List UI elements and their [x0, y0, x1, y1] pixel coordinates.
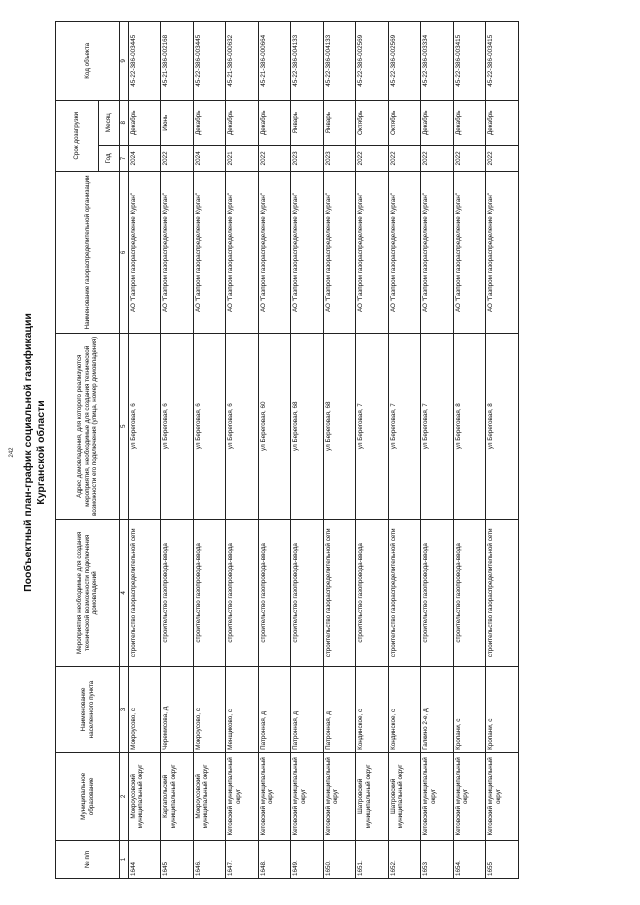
- cell-locality: Патронная, д: [323, 667, 356, 753]
- cell-address: ул Береговая, 7: [421, 333, 454, 519]
- cell-row-number: 1648.: [258, 840, 291, 878]
- cell-object-code: 45-22-386-004133: [323, 22, 356, 101]
- document-title-line-1: Пообъектный план-график социальной газификации: [22, 313, 34, 592]
- cell-locality: Черемисова, д: [161, 667, 194, 753]
- cell-row-number: 1644: [128, 840, 161, 878]
- cell-organization: АО "Газпром газораспределение Курган": [128, 172, 161, 334]
- column-number-row: [120, 22, 129, 879]
- cell-year: 2022: [486, 145, 519, 171]
- cell-locality: Менщиково, с: [226, 667, 259, 753]
- header-deadline: Срок дозагрузки: [56, 100, 99, 171]
- cell-address: ул Береговая, 6: [128, 333, 161, 519]
- header-locality: Наименование населенного пункта: [56, 667, 120, 753]
- cell-locality: Кропани, с: [486, 667, 519, 753]
- cell-object-code: 45-22-386-003334: [421, 22, 454, 101]
- cell-municipality: Кетовский муниципальный округ: [258, 752, 291, 840]
- cell-row-number: 1655: [486, 840, 519, 878]
- cell-year: 2024: [128, 145, 161, 171]
- table-body: [120, 22, 519, 879]
- table-row: [388, 22, 421, 879]
- cell-object-code: 45-21-386-002168: [161, 22, 194, 101]
- cell-organization: АО "Газпром газораспределение Курган": [486, 172, 519, 334]
- cell-month: Декабрь: [193, 100, 226, 145]
- table-row: [323, 22, 356, 879]
- cell-activity: строительство газораспределительной сети: [128, 519, 161, 667]
- cell-year: 2024: [193, 145, 226, 171]
- header-year: Год: [99, 145, 120, 171]
- cell-month: Июнь: [161, 100, 194, 145]
- cell-locality: Кропани, с: [453, 667, 486, 753]
- table-row: [161, 22, 194, 879]
- cell-municipality: Кетовский муниципальный округ: [323, 752, 356, 840]
- table-row: [226, 22, 259, 879]
- cell-year: 2021: [226, 145, 259, 171]
- column-number: 3: [120, 667, 129, 753]
- cell-year: 2022: [161, 145, 194, 171]
- cell-organization: АО "Газпром газораспределение Курган": [291, 172, 324, 334]
- header-object-code: Код объекта: [56, 22, 120, 101]
- cell-address: ул Береговая, 6: [226, 333, 259, 519]
- cell-municipality: Кетовский муниципальный округ: [453, 752, 486, 840]
- cell-row-number: 1647.: [226, 840, 259, 878]
- header-activities: Мероприятия необходимые для создания технической возможности подключения домовладений: [56, 519, 120, 667]
- cell-object-code: 45-22-386-003415: [453, 22, 486, 101]
- cell-year: 2022: [421, 145, 454, 171]
- cell-address: ул Береговая, 68: [323, 333, 356, 519]
- cell-municipality: Мокроусовский муниципальный округ: [128, 752, 161, 840]
- cell-year: 2022: [356, 145, 389, 171]
- cell-locality: Галкино 2-е, д: [421, 667, 454, 753]
- cell-address: ул Береговая, 60: [258, 333, 291, 519]
- cell-organization: АО "Газпром газораспределение Курган": [161, 172, 194, 334]
- table-row: [356, 22, 389, 879]
- table-row: [486, 22, 519, 879]
- column-number: 1: [120, 840, 129, 878]
- cell-row-number: 1645: [161, 840, 194, 878]
- cell-activity: строительство газопровода-ввода: [226, 519, 259, 667]
- column-number: 7: [120, 145, 129, 171]
- cell-address: ул Береговая, 7: [356, 333, 389, 519]
- cell-organization: АО "Газпром газораспределение Курган": [193, 172, 226, 334]
- cell-municipality: Кетовский муниципальный округ: [486, 752, 519, 840]
- cell-activity: строительство газопровода-ввода: [453, 519, 486, 667]
- cell-organization: АО "Газпром газораспределение Курган": [453, 172, 486, 334]
- cell-activity: строительство газопровода-ввода: [258, 519, 291, 667]
- table-row: [421, 22, 454, 879]
- cell-row-number: 1646.: [193, 840, 226, 878]
- cell-month: Декабрь: [258, 100, 291, 145]
- cell-locality: Патронная, д: [291, 667, 324, 753]
- cell-row-number: 1652.: [388, 840, 421, 878]
- cell-address: ул Береговая, 8: [453, 333, 486, 519]
- cell-object-code: 45-22-386-003445: [193, 22, 226, 101]
- cell-organization: АО "Газпром газораспределение Курган": [356, 172, 389, 334]
- cell-organization: АО "Газпром газораспределение Курган": [323, 172, 356, 334]
- cell-year: 2022: [453, 145, 486, 171]
- cell-object-code: 45-22-386-002569: [356, 22, 389, 101]
- table-row: [258, 22, 291, 879]
- cell-row-number: 1654.: [453, 840, 486, 878]
- cell-activity: строительство газопровода-ввода: [161, 519, 194, 667]
- cell-row-number: 1651.: [356, 840, 389, 878]
- cell-address: ул Береговая, 6: [161, 333, 194, 519]
- cell-year: 2022: [388, 145, 421, 171]
- cell-activity: строительство газораспределительной сети: [388, 519, 421, 667]
- column-number: 8: [120, 100, 129, 145]
- cell-organization: АО "Газпром газораспределение Курган": [388, 172, 421, 334]
- cell-month: Декабрь: [421, 100, 454, 145]
- cell-activity: строительство газопровода-ввода: [421, 519, 454, 667]
- cell-month: Декабрь: [128, 100, 161, 145]
- page-number: 242: [9, 447, 15, 458]
- cell-object-code: 45-21-386-000632: [226, 22, 259, 101]
- cell-municipality: Кетовский муниципальный округ: [291, 752, 324, 840]
- cell-month: Декабрь: [453, 100, 486, 145]
- cell-locality: Патронная, д: [258, 667, 291, 753]
- cell-object-code: 45-22-386-002569: [388, 22, 421, 101]
- cell-year: 2022: [258, 145, 291, 171]
- cell-month: Октябрь: [356, 100, 389, 145]
- cell-activity: строительство газораспределительной сети: [486, 519, 519, 667]
- cell-month: Декабрь: [486, 100, 519, 145]
- cell-row-number: 1653: [421, 840, 454, 878]
- cell-municipality: Кетовский муниципальный округ: [421, 752, 454, 840]
- column-number: 5: [120, 333, 129, 519]
- header-municipality: Муниципальное образование: [56, 752, 120, 840]
- header-row: [56, 22, 99, 879]
- cell-municipality: Кетовский муниципальный округ: [226, 752, 259, 840]
- cell-address: ул Береговая, 7: [388, 333, 421, 519]
- cell-locality: Кондинское, с: [356, 667, 389, 753]
- cell-month: Декабрь: [226, 100, 259, 145]
- document-title: [22, 0, 48, 905]
- cell-row-number: 1650.: [323, 840, 356, 878]
- cell-municipality: Шатровский муниципальный округ: [388, 752, 421, 840]
- cell-municipality: Мокроусовский муниципальный округ: [193, 752, 226, 840]
- cell-year: 2023: [323, 145, 356, 171]
- table-row: [193, 22, 226, 879]
- cell-activity: строительство газопровода-ввода: [356, 519, 389, 667]
- header-organization: Наименование газораспределительной организации: [56, 172, 120, 334]
- header-num: № п/п: [56, 840, 120, 878]
- cell-municipality: Шатровский муниципальный округ: [356, 752, 389, 840]
- table-row: [453, 22, 486, 879]
- cell-row-number: 1649.: [291, 840, 324, 878]
- cell-object-code: 45-22-386-004133: [291, 22, 324, 101]
- cell-address: ул Береговая, 8: [486, 333, 519, 519]
- cell-activity: строительство газопровода-ввода: [291, 519, 324, 667]
- table-row: [291, 22, 324, 879]
- cell-object-code: 45-22-386-003445: [128, 22, 161, 101]
- cell-locality: Мокроусово, с: [128, 667, 161, 753]
- cell-year: 2023: [291, 145, 324, 171]
- header-month: Месяц: [99, 100, 120, 145]
- gasification-plan-table: [55, 21, 519, 879]
- cell-object-code: 45-21-386-000664: [258, 22, 291, 101]
- table-row: [128, 22, 161, 879]
- cell-activity: строительство газораспределительной сети: [323, 519, 356, 667]
- header-address: Адрес домовладения, для которого реализуются мероприятия, необходимые для создания технической возможности его подключения (улица, номер домовладения): [56, 333, 120, 519]
- column-number: 2: [120, 752, 129, 840]
- cell-locality: Мокроусово, с: [193, 667, 226, 753]
- cell-month: Январь: [323, 100, 356, 145]
- document-title-line-2: Курганской области: [35, 400, 47, 505]
- cell-organization: АО "Газпром газораспределение Курган": [226, 172, 259, 334]
- cell-activity: строительство газопровода-ввода: [193, 519, 226, 667]
- cell-organization: АО "Газпром газораспределение Курган": [421, 172, 454, 334]
- column-number: 4: [120, 519, 129, 667]
- cell-locality: Кондинское, с: [388, 667, 421, 753]
- cell-organization: АО "Газпром газораспределение Курган": [258, 172, 291, 334]
- cell-municipality: Каргапольский муниципальный округ: [161, 752, 194, 840]
- column-number: 9: [120, 22, 129, 101]
- cell-address: ул Береговая, 68: [291, 333, 324, 519]
- cell-month: Октябрь: [388, 100, 421, 145]
- cell-object-code: 45-22-386-003415: [486, 22, 519, 101]
- cell-address: ул Береговая, 6: [193, 333, 226, 519]
- cell-month: Январь: [291, 100, 324, 145]
- column-number: 6: [120, 172, 129, 334]
